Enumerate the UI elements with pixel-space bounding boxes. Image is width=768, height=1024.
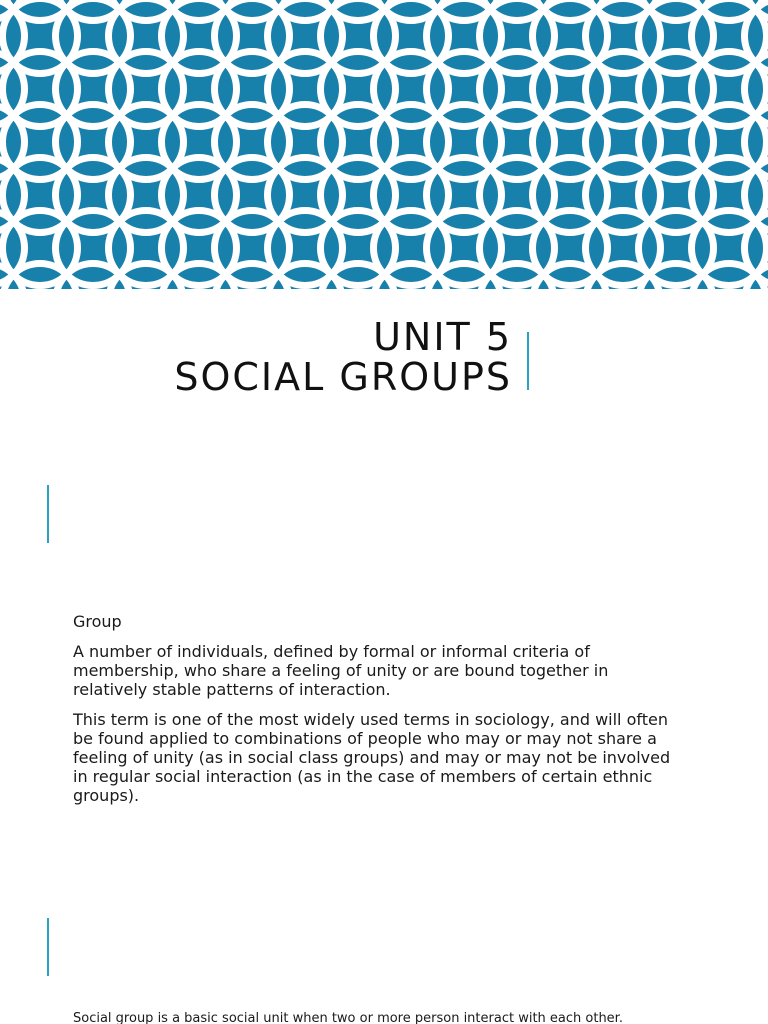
section-heading: Group (73, 612, 122, 631)
decorative-banner (0, 0, 768, 289)
title-line-unit: UNIT 5 (373, 315, 512, 359)
circle-pattern-graphic (0, 0, 768, 289)
slide-accent-line (47, 485, 49, 543)
slide-accent-line (47, 918, 49, 976)
slide-title (174, 317, 512, 397)
title-line-topic: SOCIAL GROUPS (174, 355, 512, 399)
title-accent-line (527, 332, 529, 390)
definition-paragraph: A number of individuals, defined by formal or informal criteria of membership, who share a feeling of unity or are bound together in relatively stable patterns of interaction. (73, 642, 609, 699)
slide-body (73, 612, 683, 816)
next-slide-text: Social group is a basic social unit when two or more person interact with each other. (73, 1011, 623, 1024)
explanation-paragraph: This term is one of the most widely used terms in sociology, and will often be found applied to combinations of people who may or may not share a feeling of unity (as in social class groups) and may or may not be involved in regular social interaction (as in the case of members of certain ethnic groups). (73, 710, 671, 805)
